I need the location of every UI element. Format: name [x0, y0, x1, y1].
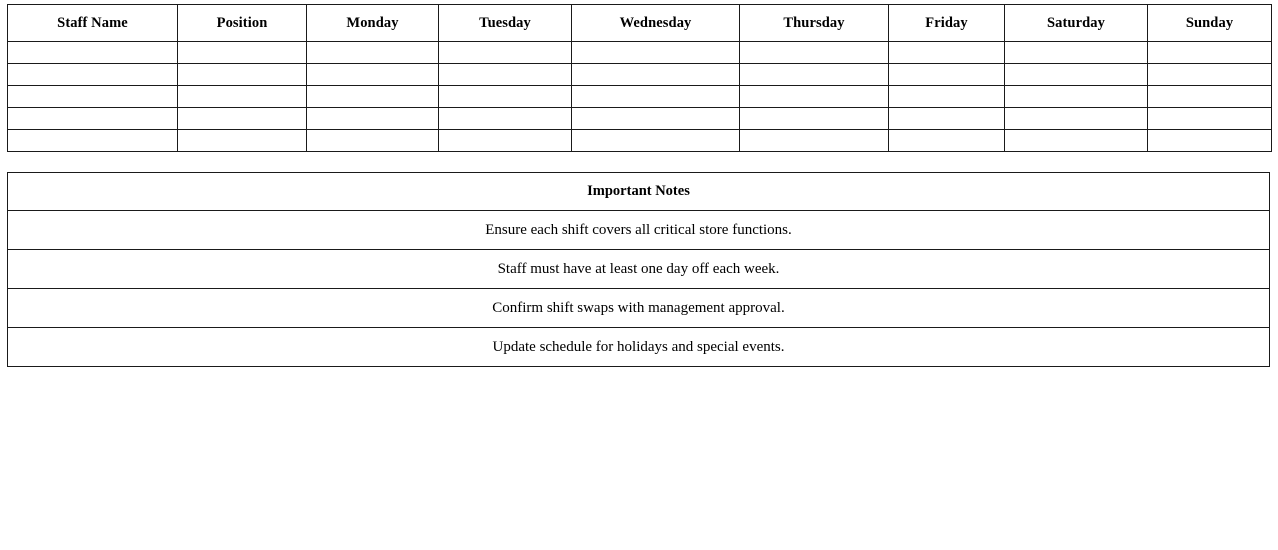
important-notes-table	[7, 172, 1270, 367]
note-row	[8, 250, 1270, 289]
schedule-cell[interactable]	[889, 86, 1005, 108]
schedule-cell[interactable]	[1148, 86, 1272, 108]
note-row	[8, 328, 1270, 367]
schedule-cell[interactable]	[572, 42, 740, 64]
schedule-cell[interactable]	[740, 42, 889, 64]
note-text: Staff must have at least one day off each week.	[8, 250, 1270, 289]
schedule-cell[interactable]	[572, 130, 740, 152]
schedule-cell[interactable]	[8, 64, 178, 86]
schedule-cell[interactable]	[889, 64, 1005, 86]
schedule-cell[interactable]	[307, 130, 439, 152]
schedule-cell[interactable]	[1148, 64, 1272, 86]
schedule-cell[interactable]	[8, 130, 178, 152]
schedule-cell[interactable]	[178, 108, 307, 130]
schedule-cell[interactable]	[8, 86, 178, 108]
schedule-cell[interactable]	[572, 86, 740, 108]
notes-title-row	[8, 173, 1270, 211]
column-header-saturday: Saturday	[1005, 5, 1148, 42]
column-header-tuesday: Tuesday	[439, 5, 572, 42]
schedule-cell[interactable]	[439, 42, 572, 64]
column-header-sunday: Sunday	[1148, 5, 1272, 42]
schedule-cell[interactable]	[439, 108, 572, 130]
schedule-cell[interactable]	[178, 130, 307, 152]
schedule-cell[interactable]	[307, 108, 439, 130]
schedule-cell[interactable]	[178, 42, 307, 64]
table-row	[8, 42, 1272, 64]
column-header-position: Position	[178, 5, 307, 42]
schedule-cell[interactable]	[1005, 108, 1148, 130]
column-header-wednesday: Wednesday	[572, 5, 740, 42]
schedule-cell[interactable]	[740, 108, 889, 130]
schedule-cell[interactable]	[572, 108, 740, 130]
schedule-cell[interactable]	[1005, 64, 1148, 86]
schedule-cell[interactable]	[889, 42, 1005, 64]
schedule-cell[interactable]	[889, 108, 1005, 130]
notes-title: Important Notes	[8, 173, 1270, 211]
schedule-cell[interactable]	[178, 86, 307, 108]
schedule-cell[interactable]	[178, 64, 307, 86]
schedule-cell[interactable]	[1005, 130, 1148, 152]
table-row	[8, 64, 1272, 86]
schedule-cell[interactable]	[740, 86, 889, 108]
schedule-cell[interactable]	[572, 64, 740, 86]
schedule-cell[interactable]	[1148, 130, 1272, 152]
column-header-thursday: Thursday	[740, 5, 889, 42]
column-header-staff-name: Staff Name	[8, 5, 178, 42]
schedule-cell[interactable]	[1005, 42, 1148, 64]
schedule-cell[interactable]	[307, 86, 439, 108]
table-row	[8, 108, 1272, 130]
schedule-header	[8, 5, 1272, 42]
staff-schedule-table	[7, 4, 1272, 152]
schedule-cell[interactable]	[889, 130, 1005, 152]
schedule-cell[interactable]	[307, 42, 439, 64]
schedule-cell[interactable]	[8, 108, 178, 130]
schedule-cell[interactable]	[740, 64, 889, 86]
note-row	[8, 211, 1270, 250]
table-row	[8, 130, 1272, 152]
schedule-cell[interactable]	[740, 130, 889, 152]
staff-schedule-table-container	[7, 4, 1270, 152]
schedule-body	[8, 42, 1272, 152]
schedule-cell[interactable]	[439, 86, 572, 108]
schedule-cell[interactable]	[439, 130, 572, 152]
notes-body	[8, 173, 1270, 367]
schedule-cell[interactable]	[307, 64, 439, 86]
schedule-cell[interactable]	[1148, 108, 1272, 130]
note-text: Ensure each shift covers all critical store functions.	[8, 211, 1270, 250]
schedule-cell[interactable]	[439, 64, 572, 86]
column-header-monday: Monday	[307, 5, 439, 42]
important-notes-table-container	[7, 172, 1270, 367]
note-text: Confirm shift swaps with management approval.	[8, 289, 1270, 328]
schedule-cell[interactable]	[1005, 86, 1148, 108]
note-text: Update schedule for holidays and special events.	[8, 328, 1270, 367]
schedule-header-row	[8, 5, 1272, 42]
table-row	[8, 86, 1272, 108]
schedule-cell[interactable]	[8, 42, 178, 64]
schedule-cell[interactable]	[1148, 42, 1272, 64]
column-header-friday: Friday	[889, 5, 1005, 42]
note-row	[8, 289, 1270, 328]
